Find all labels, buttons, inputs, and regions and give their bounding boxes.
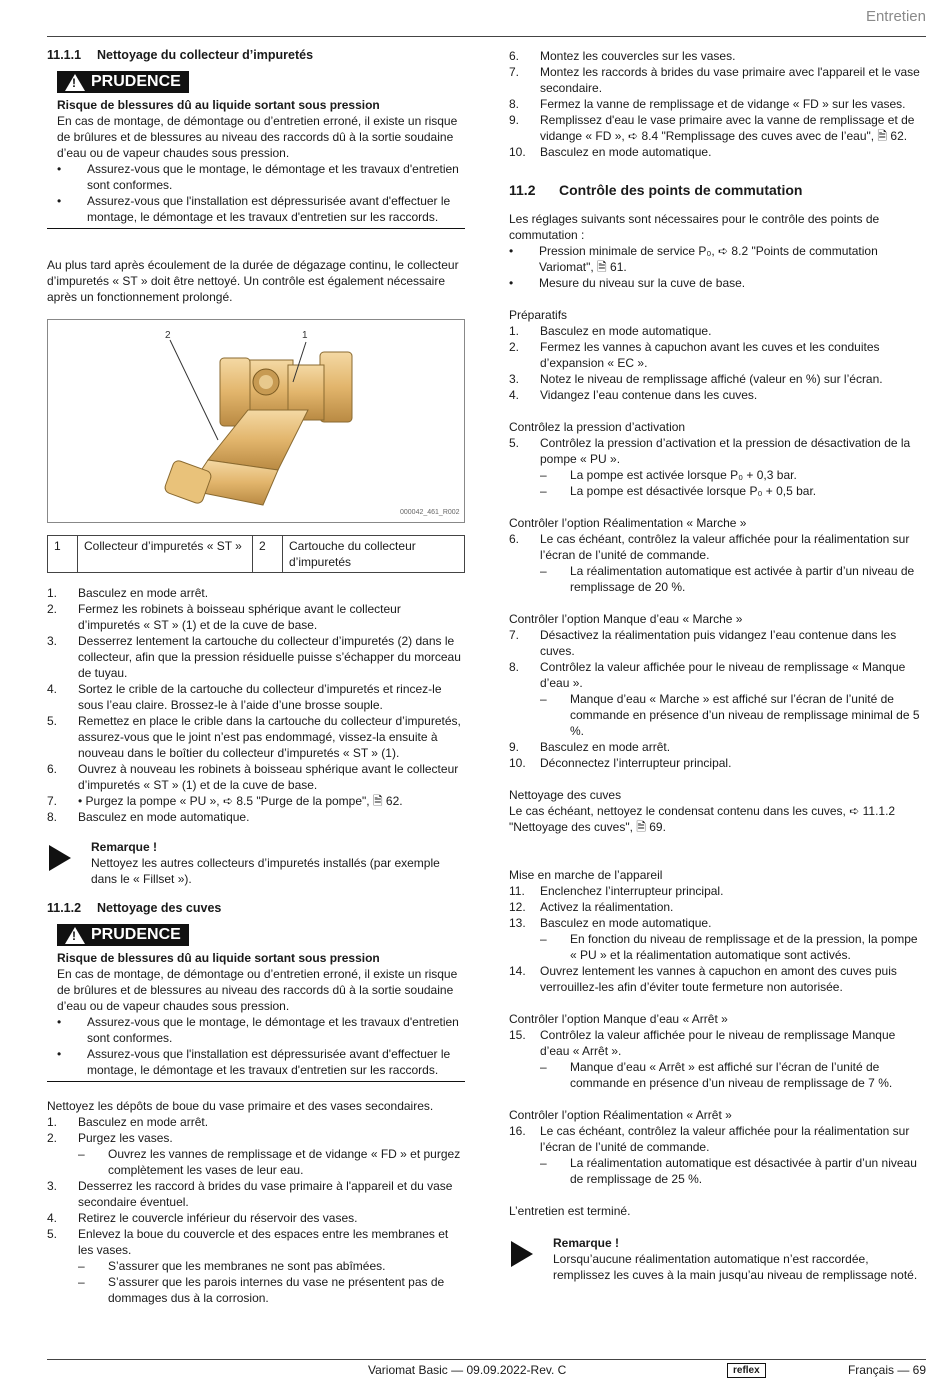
step-text: Retirez le couvercle inférieur du réservoir des vases.	[78, 1211, 358, 1225]
step-text: Ouvrez les vannes de remplissage et de vidange « FD » et purgez complètement les vases de leur eau.	[108, 1147, 461, 1177]
warning-bullet: • Assurez-vous que le montage, le démontage et les travaux d'entretien sont conformes.	[57, 1015, 459, 1045]
step-text: Enlevez la boue du couvercle et des espaces entre les membranes et les vases.	[78, 1227, 449, 1257]
step-marker: 10.	[509, 756, 526, 770]
step-item	[509, 755, 927, 771]
step-marker: –	[78, 1147, 85, 1161]
step-text: Fermez les vannes à capuchon avant les cuves et les conduites d’expansion « EC ».	[540, 340, 880, 370]
note-arrow-icon	[49, 845, 71, 871]
subheading: Mise en marche de l’appareil	[509, 868, 663, 882]
step-item	[509, 64, 927, 96]
figure-code: 000042_461_R002	[400, 509, 460, 516]
step-marker: 9.	[509, 113, 520, 127]
water-shortage-on-steps	[509, 627, 927, 771]
step-text: Basculez en mode automatique.	[540, 324, 712, 338]
sub-step	[509, 1155, 927, 1187]
step-item	[509, 739, 927, 755]
step-text: Remettez en place le crible dans la cartouche du collecteur d’impuretés, assurez-vous que le joint n’est pas endommagé, vissez-la ensuite à nouveau dans le boîtier du collecteur d’impuretés « ST » (1).	[78, 714, 461, 760]
footer-page: Français — 69	[847, 1363, 926, 1377]
step-text: Contrôlez la valeur affichée pour le niveau de remplissage Manque d’eau « Arrêt ».	[540, 1028, 896, 1058]
subheading: Contrôler l’option Réalimentation « Arrêt »	[509, 1108, 732, 1122]
step-text: Fermez les robinets à boisseau sphérique avant le collecteur d’impuretés « ST » (1) et de la cuve de base.	[78, 602, 401, 632]
left-column	[47, 48, 465, 1306]
figure-legend: 1 Collecteur d’impuretés « ST » 2 Cartouche du collecteur d’impuretés	[47, 535, 465, 573]
step-item	[509, 435, 927, 467]
note-box	[47, 839, 465, 887]
sub-step	[509, 931, 927, 963]
step-item	[47, 1178, 465, 1210]
sub-step	[509, 691, 927, 739]
step-text: Basculez en mode automatique.	[78, 810, 250, 824]
step-marker: 1.	[47, 586, 58, 600]
step-marker: 7.	[509, 628, 520, 642]
step-item	[509, 883, 927, 899]
tank-steps-list	[47, 1114, 465, 1306]
requirement-bullet: • Pression minimale de service P₀, ➪ 8.2 "Points de commutation Variomat", 🗎 61.	[509, 244, 878, 274]
step-item	[47, 601, 465, 633]
step-item	[509, 371, 927, 387]
sub-step	[47, 1274, 465, 1306]
prep-steps	[509, 323, 927, 403]
step-text: En fonction du niveau de remplissage et de la pression, la pompe « PU » et la réalimentation automatique sont activés.	[570, 932, 918, 962]
step-marker: 11.	[509, 884, 525, 898]
step-item	[509, 659, 927, 691]
step-marker: 10.	[509, 145, 526, 159]
step-text: Déconnectez l’interrupteur principal.	[540, 756, 732, 770]
step-marker: 4.	[47, 682, 58, 696]
step-item	[47, 681, 465, 713]
warning-box	[47, 924, 465, 1082]
step-text: Sortez le crible de la cartouche du collecteur d’impuretés et rincez-le sous l’eau claire. Brossez-le à l’aide d’une brosse souple.	[78, 682, 442, 712]
step-item	[47, 1114, 465, 1130]
step-marker: 2.	[47, 602, 58, 616]
step-item	[509, 899, 927, 915]
refill-off-steps	[509, 1123, 927, 1187]
step-text: S’assurer que les parois internes du vase ne présentent pas de dommages dus à la corrosion.	[108, 1275, 445, 1305]
step-marker: 1.	[509, 324, 520, 338]
step-marker: –	[540, 564, 547, 578]
step-marker: 6.	[47, 762, 58, 776]
step-item	[509, 339, 927, 371]
footer-doc: Variomat Basic — 09.09.2022-Rev. C	[368, 1363, 567, 1377]
step-text: Desserrez lentement la cartouche du collecteur d’impuretés (2) dans le collecteur, afin que la pression résiduelle puisse s’échapper du morceau de tuyau.	[78, 634, 461, 680]
right-column	[509, 48, 927, 1283]
step-marker: 13.	[509, 916, 526, 930]
step-marker: –	[78, 1259, 85, 1273]
subheading: Nettoyage des cuves	[509, 788, 622, 802]
strainer-illustration	[48, 320, 466, 522]
step-item	[47, 585, 465, 601]
step-text: Le cas échéant, contrôlez la valeur affichée pour la réalimentation sur l’écran de l’unité de commande.	[540, 532, 910, 562]
step-item	[47, 1210, 465, 1226]
step-item	[47, 761, 465, 793]
step-marker: 3.	[47, 1179, 58, 1193]
warning-bullet: • Assurez-vous que l'installation est dépressurisée avant d'effectuer le montage, le démontage et les travaux d'entretien sur les raccords.	[57, 1047, 451, 1077]
step-marker: 3.	[509, 372, 520, 386]
refill-on-steps	[509, 531, 927, 595]
tank-steps-continued	[509, 48, 927, 160]
step-marker: 6.	[509, 532, 520, 546]
step-marker: 15.	[509, 1028, 526, 1042]
sub-step	[47, 1258, 465, 1274]
step-marker: 8.	[509, 660, 520, 674]
step-item	[509, 1027, 927, 1059]
sub-step	[509, 467, 927, 483]
caution-badge: ! PRUDENCE	[57, 71, 189, 93]
requirement-bullet: • Mesure du niveau sur la cuve de base.	[509, 276, 746, 290]
warning-bullet: • Assurez-vous que le montage, le démontage et les travaux d'entretien sont conformes.	[57, 162, 459, 192]
warning-text: En cas de montage, de démontage ou d’entretien erroné, il existe un risque de brûlures et de blessures au niveau des raccords dû à la sortie soudaine d’eau ou de vapeur chaudes sous pression.	[57, 967, 458, 1013]
section-heading: 11.1.2 Nettoyage des cuves	[47, 901, 222, 915]
step-marker: 12.	[509, 900, 526, 914]
section-heading: 11.1.1 Nettoyage du collecteur d’impuretés	[47, 48, 314, 62]
step-item	[509, 144, 927, 160]
step-marker: –	[78, 1275, 85, 1289]
step-text: Remplissez d'eau le vase primaire avec la vanne de remplissage et de vidange « FD », ➪ 8.4 "Remplissage des cuves avec de l’eau", 🗎 62.	[540, 113, 915, 143]
step-text: Notez le niveau de remplissage affiché (valeur en %) sur l’écran.	[540, 372, 883, 386]
step-text: Ouvrez lentement les vannes à capuchon en amont des cuves puis verrouillez-les afin d’éviter toute fermeture non autorisée.	[540, 964, 897, 994]
step-marker: 5.	[509, 436, 520, 450]
step-item	[509, 963, 927, 995]
step-item	[47, 793, 465, 809]
strainer-figure	[47, 319, 465, 523]
step-item	[509, 1123, 927, 1155]
warning-title: Risque de blessures dû au liquide sortant sous pression	[57, 98, 380, 112]
step-text: Contrôlez la pression d’activation et la pression de désactivation de la pompe « PU ».	[540, 436, 911, 466]
step-item	[509, 915, 927, 931]
step-text: Fermez la vanne de remplissage et de vidange « FD » sur les vases.	[540, 97, 906, 111]
step-text: Le cas échéant, contrôlez la valeur affichée pour la réalimentation sur l’écran de l’unité de commande.	[540, 1124, 910, 1154]
step-text: Ouvrez à nouveau les robinets à boisseau sphérique avant le collecteur d’impuretés « ST » (1) et de la cuve de base.	[78, 762, 459, 792]
step-text: • Purgez la pompe « PU », ➪ 8.5 "Purge de la pompe", 🗎 62.	[78, 794, 403, 808]
header-rule	[47, 36, 926, 37]
step-text: Basculez en mode arrêt.	[540, 740, 671, 754]
warning-title: Risque de blessures dû au liquide sortant sous pression	[57, 951, 380, 965]
step-marker: 7.	[509, 65, 520, 79]
step-item	[47, 633, 465, 681]
water-shortage-off-steps	[509, 1027, 927, 1091]
subheading: Contrôler l’option Réalimentation « Marche »	[509, 516, 747, 530]
caution-badge: ! PRUDENCE	[57, 924, 189, 946]
note-arrow-icon	[511, 1241, 533, 1267]
strainer-steps-list	[47, 585, 465, 825]
step-item	[509, 112, 927, 144]
step-marker: 9.	[509, 740, 520, 754]
step-text: Purgez les vases.	[78, 1131, 173, 1145]
footer-rule	[47, 1359, 926, 1360]
step-item	[47, 1226, 465, 1258]
step-text: La réalimentation automatique est activée à partir d’un niveau de remplissage de 20 %.	[570, 564, 915, 594]
step-text: Basculez en mode automatique.	[540, 145, 712, 159]
figure-label-1: 1	[302, 330, 308, 341]
step-marker: 16.	[509, 1124, 526, 1138]
section-heading: 11.2 Contrôle des points de commutation	[509, 182, 803, 198]
step-marker: 5.	[47, 714, 58, 728]
warning-triangle-icon	[65, 927, 85, 944]
step-text: Basculez en mode automatique.	[540, 916, 712, 930]
step-text: Vidangez l’eau contenue dans les cuves.	[540, 388, 758, 402]
step-marker: 8.	[509, 97, 520, 111]
step-marker: –	[540, 1156, 547, 1170]
subheading: Contrôler l’option Manque d’eau « Marche »	[509, 612, 743, 626]
step-item	[509, 531, 927, 563]
step-marker: 2.	[509, 340, 520, 354]
step-marker: –	[540, 484, 547, 498]
step-marker: 14.	[509, 964, 526, 978]
step-marker: –	[540, 932, 547, 946]
step-marker: 4.	[47, 1211, 58, 1225]
sub-step	[509, 483, 927, 499]
step-marker: 7.	[47, 794, 58, 808]
step-text: Contrôlez la valeur affichée pour le niveau de remplissage « Manque d’eau ».	[540, 660, 906, 690]
step-marker: 8.	[47, 810, 58, 824]
step-item	[47, 1130, 465, 1146]
warning-box	[47, 71, 465, 229]
header-title: Entretien	[865, 8, 926, 25]
figure-label-2: 2	[165, 330, 171, 341]
intro-paragraph: Nettoyez les dépôts de boue du vase primaire et des vases secondaires.	[47, 1099, 434, 1113]
step-marker: 2.	[47, 1131, 58, 1145]
cleaning-text: Le cas échéant, nettoyez le condensat contenu dans les cuves, ➪ 11.1.2 "Nettoyage des cuves", 🗎 69.	[509, 804, 896, 834]
subheading: Contrôler l’option Manque d’eau « Arrêt »	[509, 1012, 728, 1026]
step-item	[47, 809, 465, 825]
step-text: Basculez en mode arrêt.	[78, 1115, 209, 1129]
subheading: Préparatifs	[509, 308, 568, 322]
step-text: Désactivez la réalimentation puis vidangez l’eau contenue dans les cuves.	[540, 628, 897, 658]
step-item	[509, 96, 927, 112]
warning-text: En cas de montage, de démontage ou d’entretien erroné, il existe un risque de brûlures et de blessures au niveau des raccords dû à la sortie soudaine d’eau ou de vapeur chaudes sous pression.	[57, 114, 458, 160]
pressure-steps	[509, 435, 927, 499]
reflex-logo: reflex	[727, 1363, 766, 1378]
intro-paragraph: Les réglages suivants sont nécessaires pour le contrôle des points de commutation :	[509, 212, 880, 242]
step-item	[47, 713, 465, 761]
step-text: Basculez en mode arrêt.	[78, 586, 209, 600]
step-marker: 5.	[47, 1227, 58, 1241]
warning-triangle-icon	[65, 74, 85, 91]
step-text: Manque d’eau « Marche » est affiché sur l’écran de l’unité de commande en présence d’un niveau de remplissage minimal de 5 %.	[570, 692, 920, 738]
step-item	[509, 627, 927, 659]
step-text: Montez les couvercles sur les vases.	[540, 49, 736, 63]
note-title: Remarque !	[553, 1236, 620, 1250]
subheading: Contrôlez la pression d’activation	[509, 420, 686, 434]
sub-step	[509, 563, 927, 595]
warning-bullet: • Assurez-vous que l'installation est dépressurisée avant d'effectuer le montage, le démontage et les travaux d'entretien sur les raccords.	[57, 194, 451, 224]
note-text: Nettoyez les autres collecteurs d’impuretés installés (par exemple dans le « Fillset »).	[91, 856, 440, 886]
step-text: Activez la réalimentation.	[540, 900, 674, 914]
step-text: La réalimentation automatique est désactivée à partir d’un niveau de remplissage de 25 %.	[570, 1156, 917, 1186]
step-marker: –	[540, 468, 547, 482]
step-item	[509, 323, 927, 339]
startup-steps	[509, 883, 927, 995]
step-text: Enclenchez l’interrupteur principal.	[540, 884, 724, 898]
step-marker: 6.	[509, 49, 520, 63]
step-item	[509, 48, 927, 64]
step-marker: 1.	[47, 1115, 58, 1129]
sub-step	[47, 1146, 465, 1178]
step-marker: 3.	[47, 634, 58, 648]
step-text: Manque d’eau « Arrêt » est affiché sur l’écran de l’unité de commande en présence d’un niveau de remplissage de 7 %.	[570, 1060, 893, 1090]
step-text: La pompe est activée lorsque P₀ + 0,3 bar.	[570, 468, 797, 482]
step-marker: –	[540, 1060, 547, 1074]
step-marker: –	[540, 692, 547, 706]
step-text: La pompe est désactivée lorsque P₀ + 0,5 bar.	[570, 484, 817, 498]
sub-step	[509, 1059, 927, 1091]
completion-text: L’entretien est terminé.	[509, 1204, 631, 1218]
note-title: Remarque !	[91, 840, 158, 854]
intro-paragraph: Au plus tard après écoulement de la durée de dégazage continu, le collecteur d’impuretés « ST » doit être nettoyé. Un contrôle est également nécessaire après un fonctionnement prolongé.	[47, 258, 459, 304]
step-text: Montez les raccords à brides du vase primaire avec l'appareil et le vase secondaire.	[540, 65, 920, 95]
note-box	[509, 1235, 927, 1283]
step-text: Desserrez les raccord à brides du vase primaire à l'appareil et du vase secondaire éventuel.	[78, 1179, 453, 1209]
step-item	[509, 387, 927, 403]
step-text: S’assurer que les membranes ne sont pas abîmées.	[108, 1259, 386, 1273]
note-text: Lorsqu’aucune réalimentation automatique n’est raccordée, remplissez les cuves à la main jusqu’au niveau de remplissage noté.	[553, 1252, 918, 1282]
step-marker: 4.	[509, 388, 520, 402]
